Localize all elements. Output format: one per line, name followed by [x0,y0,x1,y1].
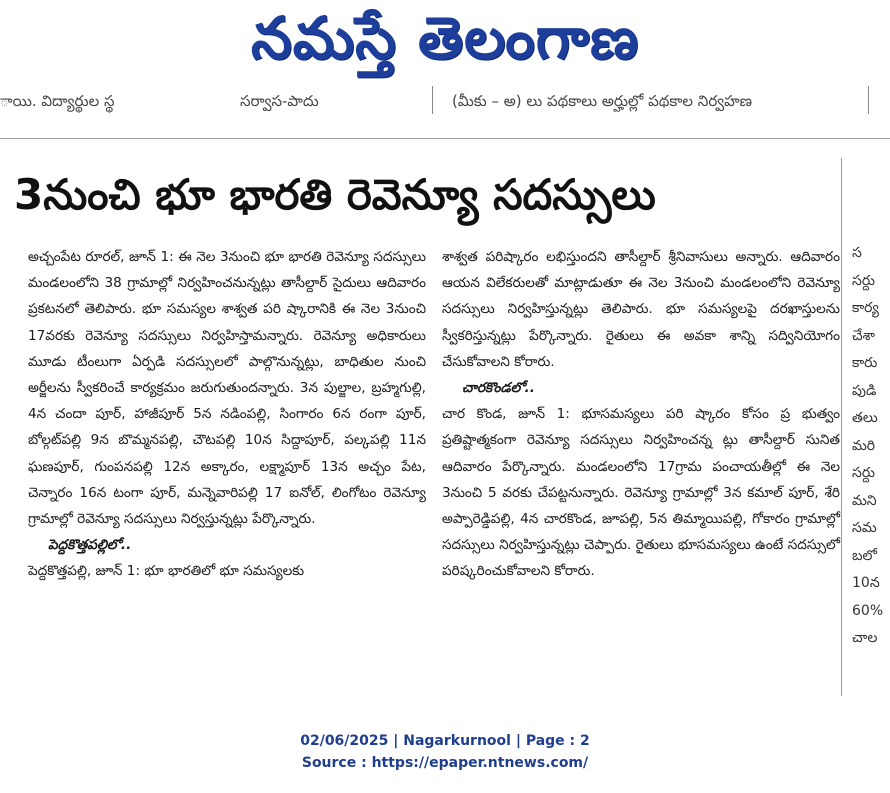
newspaper-logo: నమస్తే తెలంగాణ [251,4,639,72]
horizontal-rule [0,138,890,139]
masthead [0,0,890,80]
column-divider [841,158,842,696]
fragment-line: 10న [852,575,880,591]
fragment-line: చాల [852,630,878,646]
fragment-line: సమ [852,520,877,536]
article-paragraph: చార కొండ, జూన్ 1: భూసమస్యలు పరి ష్కారం కోసం ప్ర భుత్వం ప్రతిష్టాత్మకంగా రెవెన్యూ సదస్సులు నిర్వహించన్న ట్లు తాసీల్దార్ సునిత ఆదివారం పేర్కొన్నారు. మండలంలోని 17గ్రామ పంచాయతీల్లో ఈ నెల 3నుంచి 5 వరకు చేపట్టనున్నారు. రెవెన్యూ గ్రామాల్లో 3న కమాల్ పూర్, శేరి అప్పారెడ్డిపల్లి, 4న చారకొండ, జూపల్లి, 5న తిమ్మాయిపల్లి, గోకారం గ్రామాల్లో సదస్సులు నిర్వహిస్తున్నట్లు చెప్పారు. రైతులు భూసమస్యలు ఉంటే సదస్సులో పరిష్కరించుకోవాలని కోరారు. [442,406,840,580]
fragment-line: పుడి [852,382,877,399]
fragment-line: సర్దు [852,465,875,481]
fragment-line: బలో [852,547,877,564]
article-paragraph: అచ్చంపేట రూరల్, జూన్ 1: ఈ నెల 3నుంచి భూ భారతి రెవెన్యూ సదస్సులు మండలంలోని 38 గ్రామాల్లో నిర్వహించనున్నట్లు తాసీల్దార్ సైదులు ఆదివారం ప్రకటనలో తెలిపారు. భూ సమస్యల శాశ్వత పరి ష్కారానికి ఈ నెల 3నుంచి 17వరకు రెవెన్యూ సదస్సులు నిర్వహిస్తామన్నారు. రెవెన్యూ అధికారులు మూడు టీంలుగా ఏర్పడి సదస్సులలో పాల్గొనున్నట్లు, బాధితుల నుంచి అర్జీలను స్వీకరించే కార్యక్రమం జరుగుతుందన్నారు. 3న పుల్జాల, బ్రహ్మగుల్లి, 4న చందా పూర్, హాజీపూర్ 5న నడింపల్లి, సింగారం 6న రంగా పూర్, బోల్గట్‌పల్లి 9న బొమ్మనపల్లి, చౌటపల్లి 10న సిద్దాపూర్, పల్కపల్లి 11న ఘణపూర్, గుంపనపల్లి 12న అక్కారం, లక్ష్మాపూర్ 13న అచ్చం పేట, చెన్నారం 16న టంగా పూర్, మన్నెవారిపల్లి 17 ఐనోల్, లింగోటం రెవెన్యూ గ్రామాల్లో రెవెన్యూ సదస్సులు నిర్వస్తున్నట్లు పేర్కొన్నారు. [28,249,426,528]
source-link[interactable]: Source : https://epaper.ntnews.com/ [301,755,589,771]
article-subheading: పెద్దకొత్తపల్లిలో.. [48,537,132,554]
article-subheading: చారకొండలో.. [462,380,535,397]
fragment-line: కారు [852,355,878,371]
fragment-line: చేశా [852,327,875,344]
edition-info: 02/06/2025 | Nagarkurnool | Page : 2 [300,733,590,749]
article-paragraph: పెద్దకొత్తపల్లి, జూన్ 1: భూ భారతిలో భూ సమస్యలకు [28,563,305,580]
column-divider [868,86,869,114]
fragment-line: 60% [852,602,884,619]
article-column-right [442,244,840,585]
fragment-line: సర్దు [852,272,875,289]
fragment-line: మరి [852,437,876,454]
adjacent-article-fragment [852,240,890,700]
fragment-line: కార్య [852,300,879,316]
article-headline: 3నుంచి భూ భారతి రెవెన్యూ సదస్సులు [14,170,656,219]
fragment-line: తలు [852,410,878,426]
adjacent-text-middle: సర్వాస-పాదు [240,92,319,110]
article-paragraph: శాశ్వత పరిష్కారం లభిస్తుందని తాసీల్దార్ శ్రీనివాసులు అన్నారు. ఆదివారం ఆయన విలేకరులతో మాట్లాడుతూ ఈ నెల 3నుంచి మండలంలోని రెవెన్యూ సదస్సులు నిర్వహిస్తున్నట్లు తెలిపారు. భూ సమస్యలపై దరఖాస్తులను స్వీకరిస్తున్నట్లు పేర్కొన్నారు. రైతులు ఈ అవకా శాన్ని సద్వినియోగం చేసుకోవాలని కోరారు. [442,249,840,370]
adjacent-text-left: ాయి. విద్యార్థుల స్థ [0,92,115,110]
adjacent-articles-strip [0,86,890,114]
fragment-line: స [852,245,862,261]
adjacent-text-right: (మీకు – అ) లు పథకాలు అర్హుల్లో పథకాల నిర్వహణ [452,92,752,110]
page-footer [0,730,890,774]
article-column-left [28,244,426,585]
fragment-line: మని [852,492,877,509]
news-article [0,150,840,700]
column-divider [432,86,433,114]
